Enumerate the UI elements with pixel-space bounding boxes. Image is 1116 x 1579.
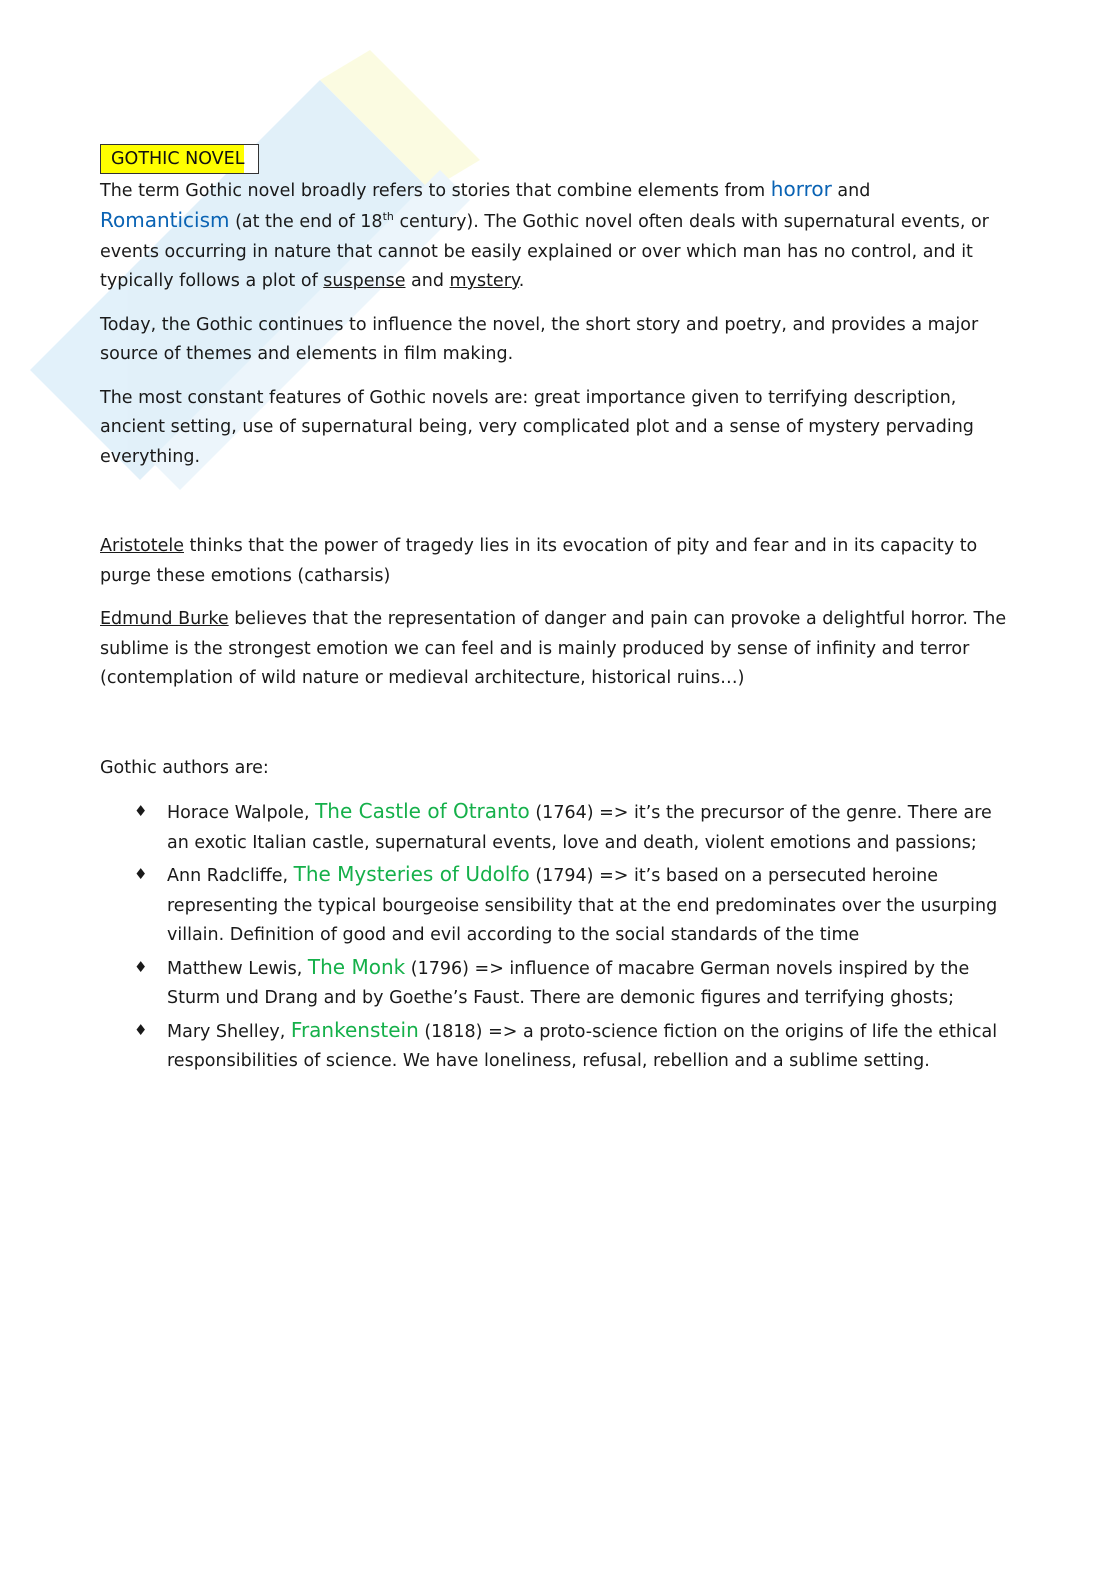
book-description: (1796) => influence of macabre German novels inspired by the Sturm und Drang and by Goethe’s Faust. There are demonic figures and terrifying ghosts; bbox=[167, 958, 970, 1008]
features-paragraph: The most constant features of Gothic novels are: great importance given to terrifying description, ancient setting, use of supernatural being, very complicated plot and a sense of mystery pervading everything. bbox=[100, 387, 974, 467]
term-horror: horror bbox=[770, 176, 832, 201]
spacer bbox=[100, 486, 1010, 532]
authors-list bbox=[100, 797, 1010, 1077]
influence-paragraph: Today, the Gothic continues to influence the novel, the short story and poetry, and provides a major source of themes and elements in film making. bbox=[100, 314, 979, 364]
list-item bbox=[134, 797, 1010, 858]
name-edmund-burke: Edmund Burke bbox=[100, 609, 229, 629]
aristotele-text: thinks that the power of tragedy lies in its evocation of pity and fear and in its capacity to purge these emotions (catharsis) bbox=[100, 536, 978, 586]
diamond-bullet-icon: ♦ bbox=[134, 1020, 148, 1039]
book-title: The Mysteries of Udolfo bbox=[293, 862, 530, 886]
document-page bbox=[100, 144, 1010, 1079]
book-description: (1764) => it’s the precursor of the genre. There are an exotic Italian castle, supernatural events, love and death, violent emotions and passions; bbox=[167, 803, 992, 853]
book-description: (1818) => a proto-science fiction on the origins of life the ethical responsibilities of science. We have loneliness, refusal, rebellion and a sublime setting. bbox=[167, 1021, 998, 1071]
author-name: Horace Walpole, bbox=[167, 803, 316, 823]
author-name: Mary Shelley, bbox=[167, 1021, 291, 1042]
document-title: GOTHIC NOVEL bbox=[100, 144, 259, 174]
spacer bbox=[100, 708, 1010, 754]
list-item bbox=[134, 953, 1010, 1014]
intro-text-3: (at the end of 18 bbox=[229, 212, 383, 232]
author-name: Ann Radcliffe, bbox=[167, 866, 294, 886]
book-title: Frankenstein bbox=[290, 1017, 419, 1042]
list-item bbox=[134, 860, 1010, 951]
book-description: (1794) => it’s based on a persecuted heroine representing the typical bourgeoise sensibility that at the end predominates over the usurping villain. Definition of good and evil according to the social standards of the time bbox=[167, 866, 998, 945]
burke-paragraph bbox=[100, 605, 1010, 694]
superscript-th: th bbox=[382, 210, 394, 224]
list-item bbox=[134, 1016, 1010, 1077]
intro-text-1: The term Gothic novel broadly refers to stories that combine elements from bbox=[100, 180, 771, 201]
author-name: Matthew Lewis, bbox=[167, 958, 308, 979]
intro-text-4: century). The Gothic novel often deals with supernatural events, or events occurring in nature that cannot be easily explained or over which man has no control, and it typically follows a plot of bbox=[100, 212, 989, 291]
name-aristotele: Aristotele bbox=[100, 536, 184, 556]
diamond-bullet-icon: ♦ bbox=[134, 802, 148, 820]
intro-text-5: and bbox=[405, 271, 450, 291]
diamond-bullet-icon: ♦ bbox=[134, 957, 148, 976]
term-romanticism: Romanticism bbox=[100, 208, 230, 232]
term-mystery: mystery bbox=[449, 271, 519, 291]
aristotele-paragraph bbox=[100, 532, 1010, 591]
book-title: The Monk bbox=[307, 954, 406, 979]
book-title: The Castle of Otranto bbox=[315, 799, 530, 823]
diamond-bullet-icon: ♦ bbox=[134, 865, 148, 883]
burke-text: believes that the representation of danger and pain can provoke a delightful horror. The sublime is the strongest emotion we can feel and is mainly produced by sense of infinity and terror (contemplation of wild nature or medieval architecture, historical ruins…) bbox=[100, 609, 1007, 688]
term-suspense: suspense bbox=[323, 271, 406, 291]
intro-text-2: and bbox=[831, 180, 871, 201]
authors-intro: Gothic authors are: bbox=[100, 757, 269, 778]
intro-paragraph bbox=[100, 175, 1010, 297]
intro-text-6: . bbox=[518, 271, 525, 291]
